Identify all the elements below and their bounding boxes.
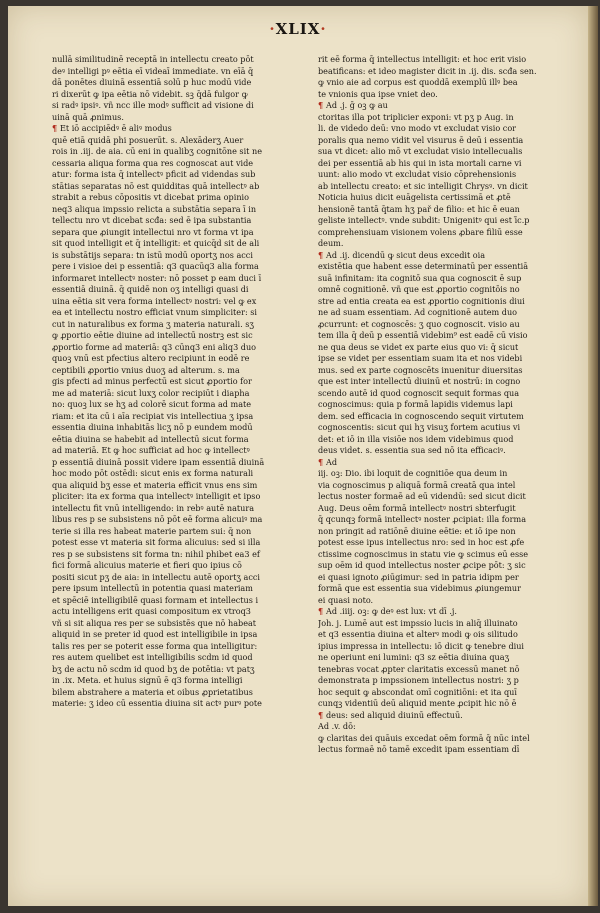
text-line: uina eētia sit vera forma intellectꝰ nostri: vel ꝙ ex xyxy=(52,295,257,306)
text-line: ne qua deus se videt ex parte eius quo vi: q̄ sicut xyxy=(318,341,519,352)
text-line: que est inter intellectū diuinū et nostrū: in cogno xyxy=(318,376,521,386)
text-line: intellectu fit vnū intelligendo: in rebꝰ autē natura xyxy=(52,502,255,513)
text-line: pere ipsum intellectū in potentia quasi materiam xyxy=(52,583,253,593)
text-line: ipius impressa in intellectu: iō dicit ꝙ tenebre diui xyxy=(318,640,525,651)
text-line: p essentiā diuinā possit videre ipam essentiā diuinā xyxy=(52,456,265,467)
text-line: iij. oꝫ: Dio. ibi loquit de cognitiōe qua deum in xyxy=(318,468,508,478)
text-line: te vnionis qua ipse vniet deo. xyxy=(318,88,438,99)
text-line: deum. xyxy=(318,238,344,248)
text-line: separa que ꝓiungit intellectui nro vt forma vt ipa xyxy=(52,226,254,237)
text-line: pere i visioe dei p essentiā: q3 quacūq3 alia forma xyxy=(52,261,259,271)
text-line: ¶ Ad .iiij. oꝫ: ꝙ deꝰ est lux: vt dī .j. xyxy=(318,606,457,616)
text-line: existētia que habent esse determinatū per essentiā xyxy=(318,261,529,271)
text-line: ea et intellectu nostro efficiat vnum simpliciter: si xyxy=(52,307,257,317)
text-line: dei per essentiā ab his qui in ista mortali carne vi xyxy=(318,157,522,168)
text-line: nullā similitudinē receptā in intellectu creato pōt xyxy=(52,54,254,64)
text-line: positi sicut pʒ de aia: in intellectu autē oportʒ acci xyxy=(52,571,261,582)
pilcrow-icon: ¶ xyxy=(318,100,326,110)
text-line: terie si illa res habeat materie partem sui: q̄ non xyxy=(52,525,252,536)
text-line: res p se subsistens sit forma tn: nihil phibet ea3 ef xyxy=(52,548,260,559)
text-line: qua aliquid bʒ esse et materia efficit vnus ens sim xyxy=(52,479,258,490)
text-line: uunt: alio modo vt excludat visio cōprehensionis xyxy=(318,169,517,179)
text-line: ꝓcurrunt: et cognoscēs: ʒ quo cognoscit. visio au xyxy=(318,318,520,329)
text-line: informaret intellectꝰ noster: nō posset p eam duci ī xyxy=(52,272,262,283)
text-line: atur: forma ista q̄ intellectꝰ pficit ad videndas sub xyxy=(52,169,256,179)
text-line: ei quasi noto. xyxy=(318,594,374,605)
pilcrow-icon: ¶ xyxy=(318,606,326,616)
text-line: Joh. j. Lumē aut est impssio lucis in aliq̄ illuinato xyxy=(318,617,518,628)
book-page xyxy=(8,6,590,906)
text-line: ne ad suam essentiam. Ad cognitionē autem duo xyxy=(318,307,518,317)
text-line: strabit a rebus cōpositis vt dicebat prima opinio xyxy=(52,192,249,202)
text-line: vñ si sit aliqua res per se subsistēs que nō habeat xyxy=(52,617,257,628)
text-line: deꝰ intelligi pꝰ eētia eī videaī immediate. vn eīā q̄ xyxy=(52,65,254,76)
text-line: ctissime cognoscimus in statu vie ꝙ scimus eū esse xyxy=(318,548,529,559)
text-line: is substātijs separa: tn istū modū oportʒ nos acci xyxy=(52,249,253,260)
text-line: ꝓportio forme ad materiā: q3 cūnq3 eni aliq3 duo xyxy=(52,341,257,352)
text-line: cunqꝫ videntiū deū aliquid mente ꝓcipit hic nō ē xyxy=(318,698,517,708)
text-line: Aug. Deus oēm formā intellectꝰ nostri sbterfugit xyxy=(318,502,516,513)
folio-label: XLIX xyxy=(275,20,321,38)
text-line: ab intellectu creato: et sic intelligit Chrysꝰ. vn dicit xyxy=(318,180,528,191)
text-line: hoc modo pōt ostēdi: sicut enis ex forma naturali xyxy=(52,468,254,478)
text-line: bilem abstrahere a materia et oibus ꝓprietatibus xyxy=(52,686,253,697)
text-line: det: et iō in illa visiōe nos idem videbimus quod xyxy=(318,433,514,444)
text-line: potest esse ipus intellectus nro: sed in hoc est ꝓfe xyxy=(318,537,525,547)
text-line: comprehensiuam visionem volens ꝓbare filiū esse xyxy=(318,226,523,237)
text-line: ctoritas illa pot triplicier exponi: vt pʒ p Aug. in xyxy=(318,111,514,122)
text-line: ꝙ claritas dei quāuis excedat oēm formā q̄ nūc intel xyxy=(318,732,530,743)
text-line: omnē cognitionē. vñ que est ꝓportio cognitōis no xyxy=(318,284,520,294)
text-line: no: quoꝫ lux se hʒ ad colorē sicut forma ad mate xyxy=(52,399,252,409)
text-line: dem. sed efficacia in cognoscendo sequit virtutem xyxy=(318,410,524,421)
text-line: cognoscentis: sicut qui hʒ visuʒ fortem acutius vi xyxy=(318,422,521,432)
text-line: ipse se videt per essentiam suam ita et nos videbi xyxy=(318,353,523,363)
text-line: ¶ Ad xyxy=(318,456,337,467)
pilcrow-icon: ¶ xyxy=(318,249,326,260)
text-line: sit quod intelligit et q̄ intelligit: et quicq̄d sit de ali xyxy=(52,238,260,248)
text-line: pliciter: ita ex forma qua intellectꝰ intelligit et ipso xyxy=(52,491,261,501)
text-line: talis res per se poterit esse forma qua intelligitur: xyxy=(52,640,258,651)
text-line: ꝙ vnio aie ad corpus est quoddā exemplū illꝰ bea xyxy=(318,77,518,87)
text-line: essentia diuina inhabitās licʒ nō p eundem modū xyxy=(52,422,253,432)
text-line: ri dixerūt ꝙ ipa eētia nō videbit. sꝫ q̄dā fulgor ꝙ xyxy=(52,88,248,99)
text-line: Noticia huius dicit euāgelista certissimā et ꝓtē xyxy=(318,192,511,202)
text-line: rois in .iij. de aia. cū eni in qualibʒ cognitōne sit ne xyxy=(52,146,262,156)
page-edge xyxy=(588,6,598,906)
left-text-column xyxy=(52,54,284,710)
text-line: quoꝫ vnū est pfectius altero recipiunt in eodē re xyxy=(52,353,250,363)
text-line: si radꝰ ipsiꝰ. vñ ncc ille modꝰ sufficit ad visione di xyxy=(52,100,254,110)
text-line: formā que est essentia sua videbimus ꝓiungemur xyxy=(318,583,521,593)
text-line: ceptibili ꝓportio vnius duoʒ ad alterum. s. ma xyxy=(52,364,240,375)
text-line: li. de videdo deū: vno modo vt excludat visio cor xyxy=(318,123,517,133)
text-line: demonstrata p impssionem intellectus nostri: ʒ p xyxy=(318,675,519,685)
text-line: neq3 aliqua impssio relicta a substātia separa ī in xyxy=(52,203,257,214)
text-line: et q3 essentia diuina et alterꝰ modi ꝙ ois silitudo xyxy=(318,629,518,639)
text-line: ꝙ ꝓportio eētie diuine ad intellectū nostrꝫ est sic xyxy=(52,330,253,340)
text-line: cognoscimus: quia p formā lapidis videmus lapi xyxy=(318,399,513,409)
text-line: ¶ Ad .j. ḡ oꝫ ꝙ au xyxy=(318,100,388,110)
text-line: geliste intellectꝰ. vnde subdit: Unigenitꝰ qui est ī̄c.p xyxy=(318,215,530,225)
text-line: hensionē tantā q̄tam hʒ pař de filio: et hic ē euan xyxy=(318,203,520,214)
text-line: ¶ deus: sed aliquid diuinū effectuū. xyxy=(318,709,463,720)
text-line: suā infinitam: ita cognitō sua qua cognoscit ē sup xyxy=(318,272,522,283)
text-line: tellectu nro vt dicebat scđa: sed ē ipa substantia xyxy=(52,215,252,225)
text-line: rit eē forma q̄ intellectus intelligit: et hoc erit visio xyxy=(318,54,527,64)
pilcrow-icon: ¶ xyxy=(52,123,60,133)
text-line: q̄ qcunqꝫ formā intellectꝰ noster ꝓcipiat: illa forma xyxy=(318,514,527,524)
text-line: riam: et ita cū i aīa recipiat vis intellectiua ʒ ipsa xyxy=(52,410,254,421)
text-line: tem illa q̄ deū p essentiā videbim⁹ est eadē cū visio xyxy=(318,330,528,340)
text-line: poralis qua nemo vidit vel visurus ē deū i essentia xyxy=(318,134,524,145)
text-line: lectus noster formaē ad eū videndū: sed sicut dicit xyxy=(318,491,526,501)
text-line: actu intelligens erit quasi compositum ex vtroq3 xyxy=(52,606,251,616)
text-line: non pringit ad ratiōnē diuine eētie: et iō ipe non xyxy=(318,525,516,536)
pilcrow-icon: ¶ xyxy=(318,456,326,467)
text-line: stātias separatas nō est quidditas quā intellectꝰ ab xyxy=(52,180,260,191)
text-line: lectus formaē nō tamē excedit ipam essentiam dī xyxy=(318,744,520,754)
text-line: ei quasi ignoto ꝓiūgimur: sed in patria idipm per xyxy=(318,571,519,582)
text-line: potest esse vt materia sit forma alicuius: sed si illa xyxy=(52,537,261,547)
text-line: ¶ Et iō accipiēdꝰ ē aliꝰ modus xyxy=(52,123,172,133)
text-line: sup oēm id quod intellectus noster ꝓcipe pōt: ʒ sic xyxy=(318,560,526,570)
text-line: stre ad entia creata ea est ꝓportio cognitionis diui xyxy=(318,295,525,306)
text-line: libus res p se subsistens nō pōt eē forma alicuiꝰ ma xyxy=(52,514,263,524)
text-line: ¶ Ad .ij. dicendū ꝙ sicut deus excedit oia xyxy=(318,249,486,260)
text-line: hoc sequit ꝙ abscondat omī cognitiōni: et ita quī xyxy=(318,686,517,697)
text-line: aliquid in se preter id quod est intelligibile in ipsa xyxy=(52,629,258,639)
text-line: res autem quelibet est intelligibilis scdm id quod xyxy=(52,652,253,662)
text-line: eētia diuina se habebit ad intellectū sicut forma xyxy=(52,433,249,444)
text-line: tenebras vocat ꝓpter claritatis excessū manet nō xyxy=(318,663,520,674)
text-line: ne operiunt eni lumini: q3 sz eētia diuina quaʒ xyxy=(318,652,510,662)
text-line: scendo autē id quod cognoscit sequit formas qua xyxy=(318,387,520,398)
text-line: ad materiā. Et ꝙ hoc sufficiat ad hoc ꝙ intellectꝰ xyxy=(52,445,250,455)
text-line: beatificans: et ideo magister dicit in .ij. dis. scđa sen. xyxy=(318,65,537,76)
text-line: cessaria aliqua forma qua res cognoscat aut vide xyxy=(52,157,254,168)
text-line: bʒ de actu nō scdm id quod bʒ de potētia: vt patʒ xyxy=(52,663,255,674)
text-line: gis pfecti ad minus perfectū est sicut ꝓportio for xyxy=(52,376,252,386)
text-line: et spēciē intelligibilē quasi formam et intellectus i xyxy=(52,594,259,605)
text-line: sua vt dicet: alio mō vt excludat visio intellecualis xyxy=(318,146,523,156)
text-line: deus videt. s. essentia sua sed nō ita efficaciꝰ. xyxy=(318,445,506,455)
text-line: dā ponētes diuinā essentiā solū p huc modū vide xyxy=(52,77,252,87)
text-line: quē etiā quidā phi posuerūt. s. Alexāderʒ Auer xyxy=(52,134,244,145)
text-line: me ad materiā: sicut luxʒ color recipiūt i diapha xyxy=(52,387,250,398)
text-line: mus. sed ex parte cognoscēts inuenitur diuersitas xyxy=(318,364,523,375)
pilcrow-icon: ¶ xyxy=(318,709,326,720)
text-line: via cognoscimus p aliquā formā creatā qua intel xyxy=(318,479,516,490)
text-line: Ad .v. dō: xyxy=(318,721,356,731)
folio-number: ·XLIX· xyxy=(269,20,327,38)
text-line: materie: ʒ ideo cū essentia diuina sit actꝰ purꝰ pote xyxy=(52,698,262,708)
right-text-column xyxy=(318,54,550,756)
text-line: in .ix. Meta. et huius signū ē q3 forma intelligi xyxy=(52,675,243,685)
text-line: cut in naturalibus ex forma ʒ materia naturali. sʒ xyxy=(52,318,254,329)
text-line: essentiā diuinā. q̄ quidē non oʒ intelligi quasi di xyxy=(52,284,249,294)
text-line: uinā quā ꝓnimus. xyxy=(52,111,124,122)
text-line: fici formā alicuius materie et fieri quo ipius cō xyxy=(52,560,242,570)
